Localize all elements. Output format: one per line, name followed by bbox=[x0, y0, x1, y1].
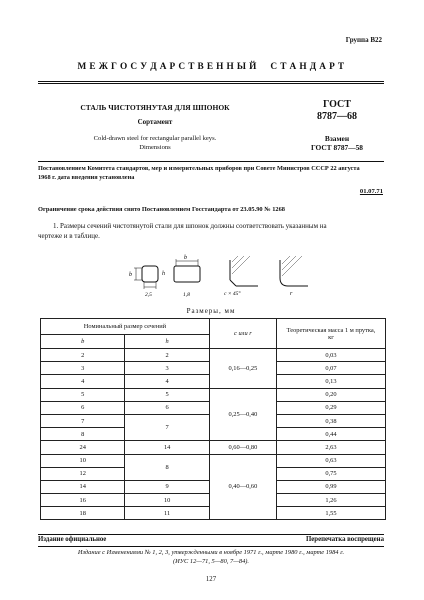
decree-line2: 1968 г. дата введения установлена bbox=[38, 174, 135, 181]
cell-mass: 1,26 bbox=[276, 494, 385, 507]
cell-b: 12 bbox=[41, 467, 125, 480]
header-rule-bottom bbox=[38, 83, 384, 84]
figure-label-roughness-1: 2,5 bbox=[145, 292, 152, 298]
cell-mass: 0,38 bbox=[276, 414, 385, 427]
cell-h: 8 bbox=[125, 454, 209, 480]
cell-c-group-4: 0,40—0,60 bbox=[209, 454, 276, 520]
cell-h: 5 bbox=[125, 388, 209, 401]
cell-mass: 0,44 bbox=[276, 428, 385, 441]
footer-rule bbox=[38, 534, 384, 535]
cell-mass: 2,63 bbox=[276, 441, 385, 454]
header-mass: Теоретическая масса 1 м прутка, кг bbox=[276, 319, 385, 349]
figure-label-h: h bbox=[162, 271, 165, 277]
cell-c-group-3: 0,60—0,80 bbox=[209, 441, 276, 454]
rect-section-figure bbox=[174, 255, 200, 298]
table-caption: Размеры, мм bbox=[186, 307, 236, 315]
cell-mass: 0,63 bbox=[276, 454, 385, 467]
table-row bbox=[41, 454, 386, 467]
cell-b: 8 bbox=[41, 428, 125, 441]
replaces-label: Взамен bbox=[324, 134, 350, 143]
cell-h: 7 bbox=[125, 414, 209, 440]
cell-c-group-2: 0,25—0,40 bbox=[209, 388, 276, 441]
header-b: b bbox=[41, 335, 125, 349]
standard-type-heading: М Е Ж Г О С У Д А Р С Т В Е Н Н Ы Й С Т А Н Д А Р Т bbox=[77, 62, 345, 72]
page-number: 127 bbox=[205, 576, 217, 583]
cell-mass: 0,13 bbox=[276, 375, 385, 388]
cell-mass: 0,07 bbox=[276, 362, 385, 375]
figure-label-roughness-2: 1,8 bbox=[183, 292, 190, 298]
cell-h: 3 bbox=[125, 362, 209, 375]
cell-b: 16 bbox=[41, 494, 125, 507]
cell-mass: 0,20 bbox=[276, 388, 385, 401]
section-drawing bbox=[120, 254, 320, 304]
footer-rule-2 bbox=[38, 546, 384, 547]
cell-b: 3 bbox=[41, 362, 125, 375]
section-table bbox=[40, 318, 386, 520]
header-rule-top bbox=[38, 81, 384, 82]
cell-mass: 1,55 bbox=[276, 507, 385, 520]
limitation-note: Ограничение срока действия снято Постановлением Госстандарта от 23.05.90 № 1268 bbox=[38, 206, 285, 213]
title-separator bbox=[38, 161, 384, 162]
cell-b: 18 bbox=[41, 507, 125, 520]
chamfer-detail-figure bbox=[224, 256, 258, 297]
cell-h: 9 bbox=[125, 480, 209, 493]
figure-label-r: r bbox=[290, 291, 293, 297]
paragraph-1-line2: чертеже и в таблице. bbox=[38, 232, 100, 240]
cell-b: 7 bbox=[41, 414, 125, 427]
cell-h: 11 bbox=[125, 507, 209, 520]
cell-b: 2 bbox=[41, 349, 125, 362]
cell-h: 14 bbox=[125, 441, 209, 454]
header-h: h bbox=[125, 335, 209, 349]
cell-b: 4 bbox=[41, 375, 125, 388]
header-nominal: Номинальный размер сечений bbox=[41, 319, 210, 335]
english-title-line1: Cold-drawn steel for rectangular parallel keys. bbox=[93, 135, 217, 142]
cell-b: 10 bbox=[41, 454, 125, 467]
cell-mass: 0,29 bbox=[276, 401, 385, 414]
cell-mass: 0,99 bbox=[276, 480, 385, 493]
gost-number: 8787—68 bbox=[317, 111, 357, 122]
amendments-line1: Издание с Изменениями № 1, 2, 3, утвержденными в ноябре 1971 г., марте 1980 г., марте 1984 г. bbox=[77, 549, 345, 556]
cell-h: 2 bbox=[125, 349, 209, 362]
table-row bbox=[41, 349, 386, 362]
document-subtitle: Сортамент bbox=[137, 118, 173, 126]
group-code: Группа В22 bbox=[345, 36, 382, 44]
cell-h: 10 bbox=[125, 494, 209, 507]
cell-c-group-1: 0,16—0,25 bbox=[209, 349, 276, 389]
table-header-row bbox=[41, 319, 386, 335]
decree-line1: Постановлением Комитета стандартов, мер и измерительных приборов при Совете Министров СССР 22 августа bbox=[38, 165, 360, 172]
square-section-figure bbox=[129, 266, 165, 298]
table-row bbox=[41, 388, 386, 401]
cell-mass: 0,75 bbox=[276, 467, 385, 480]
cell-mass: 0,03 bbox=[276, 349, 385, 362]
cell-b: 6 bbox=[41, 401, 125, 414]
cell-b: 24 bbox=[41, 441, 125, 454]
radius-detail-figure bbox=[280, 256, 308, 297]
table-row bbox=[41, 441, 386, 454]
paragraph-1-line1: 1. Размеры сечений чистотянутой стали для шпонок должны соответствовать указанным на bbox=[53, 222, 327, 230]
cell-h: 4 bbox=[125, 375, 209, 388]
cell-b: 14 bbox=[41, 480, 125, 493]
gost-label: ГОСТ bbox=[323, 99, 351, 110]
reprint-notice: Перепечатка воспрещена bbox=[306, 536, 384, 543]
cell-h: 6 bbox=[125, 401, 209, 414]
document-title: СТАЛЬ ЧИСТОТЯНУТАЯ ДЛЯ ШПОНОК bbox=[80, 103, 230, 112]
cell-b: 5 bbox=[41, 388, 125, 401]
amendments-line2: (ИУС 12—71, 5—80, 7—84). bbox=[172, 558, 250, 565]
official-edition-label: Издание официальное bbox=[38, 536, 107, 543]
replaces-number: ГОСТ 8787—58 bbox=[310, 143, 364, 152]
english-title-line2: Dimensions bbox=[139, 144, 171, 151]
figure-label-b: b bbox=[129, 272, 132, 278]
effective-date: 01.07.71 bbox=[359, 188, 383, 195]
header-c-or-r: c или r bbox=[209, 319, 276, 349]
figure-label-b2: b bbox=[184, 255, 187, 261]
figure-label-chamfer: c × 45° bbox=[224, 291, 241, 297]
